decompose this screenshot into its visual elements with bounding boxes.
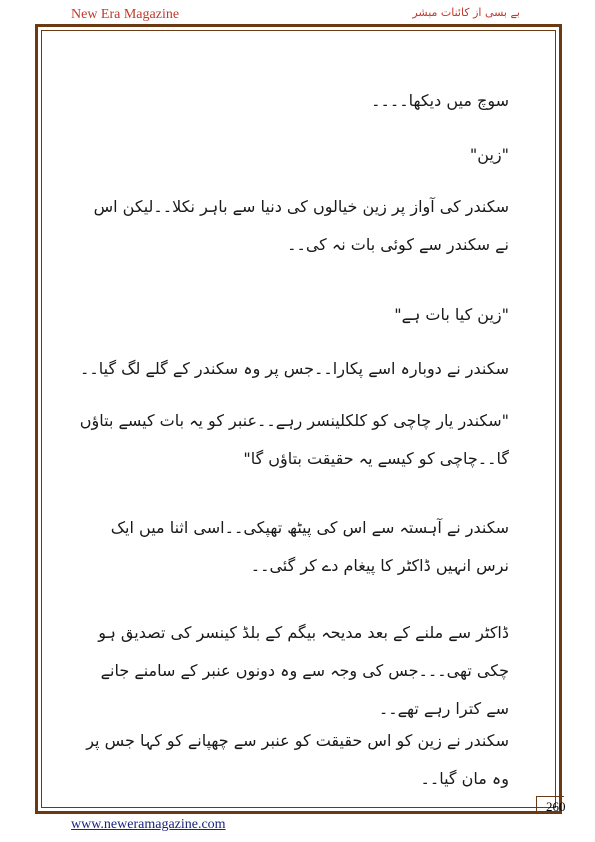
paragraph-4: "زین کیا بات ہے" — [394, 305, 509, 324]
magazine-name: New Era Magazine — [71, 7, 180, 22]
website-link[interactable]: www.neweramagazine.com — [71, 817, 226, 832]
paragraph-2: "زین" — [469, 145, 509, 164]
paragraph-5: سکندر نے دوبارہ اسے پکارا۔۔جس پر وہ سکندر کے گلے لگ گیا۔۔ — [80, 359, 509, 378]
page-number: 260 — [546, 799, 566, 814]
paragraph-3: سکندر کی آواز پر زین خیالوں کی دنیا سے باہر نکلا۔۔لیکن اس نے سکندر سے کوئی بات نہ کی۔۔ — [93, 197, 509, 254]
paragraph-7: سکندر نے آہستہ سے اس کی پیٹھ تھپکی۔۔اسی اثنا میں ایک نرس انہیں ڈاکٹر کا پیغام دے کر گئی۔۔ — [110, 518, 509, 575]
paragraph-9: سکندر نے زین کو اس حقیقت کو عنبر سے چھپانے کو کہا جس پر وہ مان گیا۔۔ — [86, 731, 509, 788]
paragraph-1: سوچ میں دیکھا۔۔۔۔ — [371, 91, 509, 110]
paragraph-8: ڈاکٹر سے ملنے کے بعد مدیحہ بیگم کے بلڈ کینسر کی تصدیق ہو چکی تھی۔۔۔جس کی وجہ سے وہ دونوں عنبر کے سامنے جانے سے کترا رہے تھے۔۔ — [98, 623, 509, 718]
paragraph-6: "سکندر یار چاچی کو کلکلینسر رہے۔۔عنبر کو یہ بات کیسے بتاؤں گا۔۔چاچی کو کیسے یہ حقیقت بتاؤں گا" — [79, 411, 509, 468]
story-title: بے بسی از کائنات مبشر — [412, 6, 520, 19]
